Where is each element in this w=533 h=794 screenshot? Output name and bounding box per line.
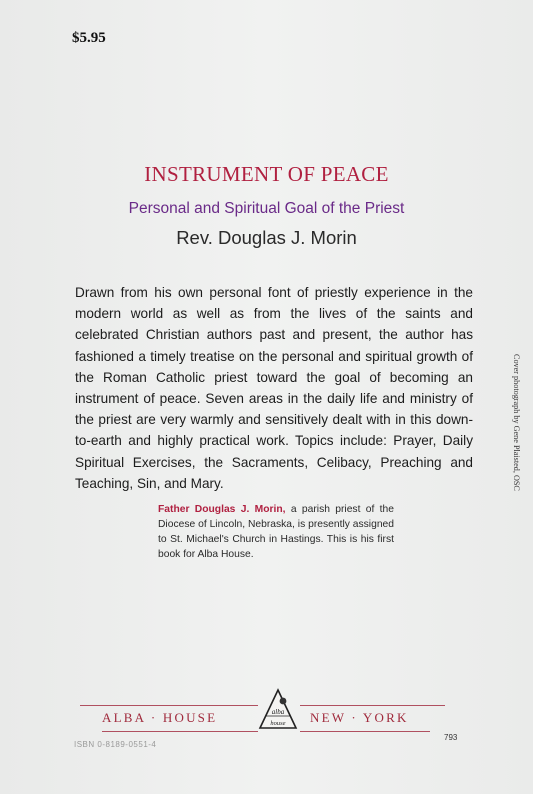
catalog-code: 793 (444, 733, 458, 742)
book-description: Drawn from his own personal font of priestly experience in the modern world as well as from the lives of the saints and celebrated Christian authors past and present, the author has fashioned a timely treatise on the personal and spiritual growth of the Roman Catholic priest toward the goal of becoming an instrument of peace. Seven areas in the daily life and ministry of the priest are very warmly and sensitively dealt with in this down-to-earth and highly practical work. Topics include: Prayer, Daily Spiritual Exercises, the Sacraments, Celibacy, Preaching and Teaching, Sin, and Mary. (75, 285, 473, 491)
author-bio (158, 502, 394, 562)
alba-house-logo-icon (258, 688, 298, 732)
publisher-rule-top-right (300, 705, 445, 706)
publisher-name: ALBA · HOUSE (102, 710, 218, 725)
author-bio-name: Father Douglas J. Morin, (158, 504, 286, 515)
book-subtitle: Personal and Spiritual Goal of the Priest (128, 200, 405, 217)
logo-text-top: alba (271, 708, 285, 716)
logo-text-bottom: house (270, 720, 286, 727)
price-label: $5.95 (72, 30, 106, 46)
publisher-city: NEW · YORK (310, 710, 409, 725)
isbn-number: ISBN 0-8189-0551-4 (74, 740, 157, 749)
publisher-rule-bottom-right (300, 731, 430, 732)
author-bio-text: a parish priest of the Diocese of Lincoln, Nebraska, is presently assigned to St. Michael's Church in Hastings. This is his first book for Alba House. (158, 504, 394, 560)
author-name: Rev. Douglas J. Morin (176, 227, 357, 248)
book-title: INSTRUMENT OF PEACE (144, 162, 389, 186)
photo-credit: Cover photograph by Gene Plaisted, OSC (512, 354, 521, 491)
publisher-rule-bottom-left (102, 731, 258, 732)
publisher-rule-top-left (80, 705, 258, 706)
